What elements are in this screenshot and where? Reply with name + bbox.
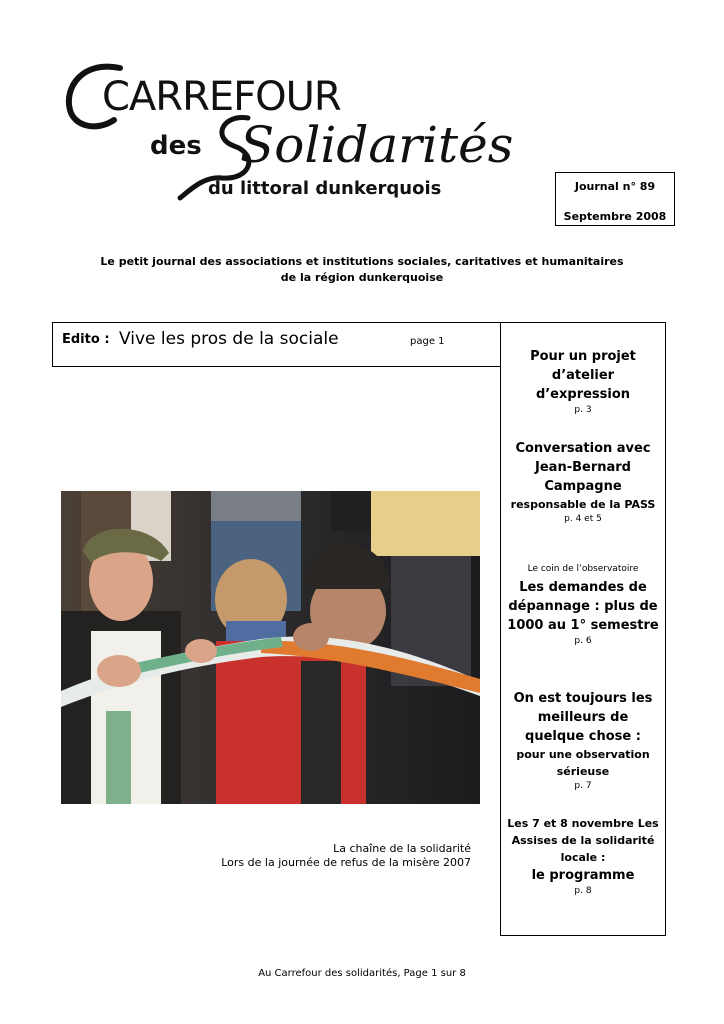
masthead-logo-art bbox=[62, 58, 514, 208]
edito-page: page 1 bbox=[410, 336, 445, 347]
article-headline: On est toujours les meilleurs de quelque chose : bbox=[513, 691, 653, 744]
article-subheadline: pour une observation sérieuse bbox=[516, 748, 650, 778]
article-subheadline: responsable de la PASS bbox=[510, 498, 656, 511]
edito-box bbox=[52, 322, 501, 367]
article-headline: Pour un projet d’atelier d’expression bbox=[530, 349, 636, 402]
article-assises bbox=[507, 815, 659, 897]
solidarity-chain-photo bbox=[61, 491, 480, 804]
article-page: p. 3 bbox=[574, 405, 592, 415]
article-headline: Conversation avec Jean-Bernard Campagne bbox=[515, 441, 651, 494]
caption-line1: La chaîne de la solidarité bbox=[333, 842, 471, 855]
article-subheadline: Les 7 et 8 novembre Les Assises de la solidarité locale : bbox=[507, 817, 659, 864]
article-conversation bbox=[507, 439, 659, 525]
edito-title: Vive les pros de la sociale bbox=[119, 329, 339, 349]
article-page: p. 6 bbox=[574, 636, 592, 646]
photo-illustration bbox=[61, 491, 480, 804]
contents-sidebar bbox=[500, 322, 666, 936]
issue-box bbox=[555, 172, 675, 226]
page-footer: Au Carrefour des solidarités, Page 1 sur 8 bbox=[258, 968, 466, 979]
masthead-des: des bbox=[150, 131, 202, 161]
article-page: p. 7 bbox=[574, 781, 592, 791]
masthead-line3: du littoral dunkerquois bbox=[208, 178, 442, 199]
article-headline: Les demandes de dépannage : plus de 1000 au 1° semestre bbox=[507, 580, 659, 633]
tagline-line2: de la région dunkerquoise bbox=[280, 271, 444, 284]
issue-number: Journal n° 89 bbox=[574, 180, 656, 193]
tagline-line1: Le petit journal des associations et institutions sociales, caritatives et humanitaires bbox=[100, 255, 624, 268]
caption-line2: Lors de la journée de refus de la misère 2007 bbox=[221, 856, 471, 869]
masthead-script: Solidarités bbox=[240, 116, 514, 174]
article-kicker: Le coin de l’observatoire bbox=[527, 564, 639, 574]
masthead-logo bbox=[62, 58, 514, 208]
article-meilleurs bbox=[507, 689, 659, 792]
article-atelier bbox=[507, 347, 659, 416]
article-page: p. 8 bbox=[574, 886, 592, 896]
article-observatoire bbox=[507, 563, 659, 647]
issue-date: Septembre 2008 bbox=[563, 210, 667, 223]
article-page: p. 4 et 5 bbox=[564, 514, 602, 524]
tagline bbox=[60, 254, 664, 286]
article-headline: le programme bbox=[531, 868, 635, 883]
edito-label: Edito : bbox=[62, 332, 110, 347]
masthead-line1: CARREFOUR bbox=[102, 74, 341, 120]
photo-caption bbox=[221, 842, 471, 870]
